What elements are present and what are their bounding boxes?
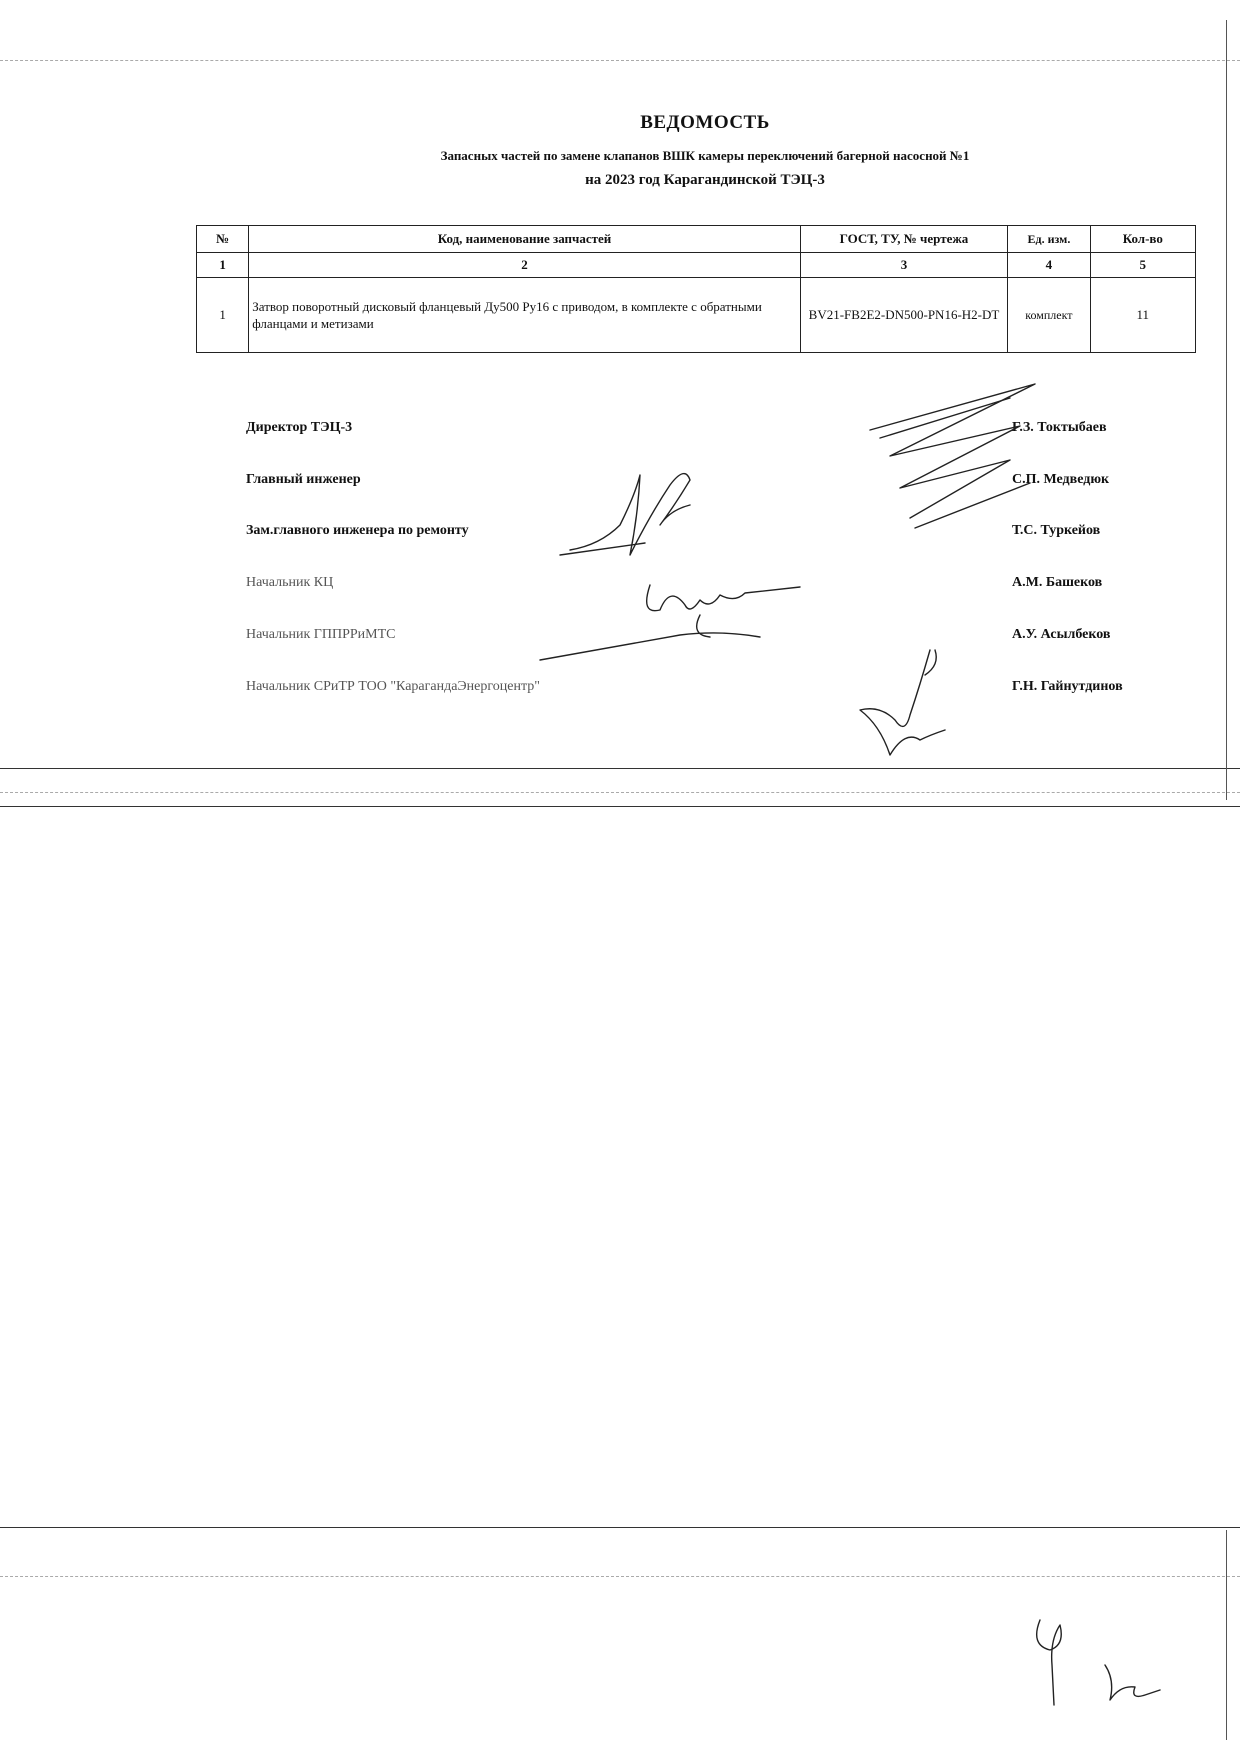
handwritten-signature-director <box>860 378 1050 558</box>
parts-table <box>196 225 1196 353</box>
handwritten-signature-kc-head <box>540 575 810 665</box>
scan-dotted-line <box>0 1576 1240 1577</box>
column-number: 2 <box>249 253 800 278</box>
signer-position: Начальник СРиТР ТОО "КарагандаЭнергоцентр" <box>246 679 540 694</box>
column-number: 3 <box>800 253 1008 278</box>
signer-name: Г.Н. Гайнутдинов <box>1012 679 1123 694</box>
column-number: 1 <box>197 253 249 278</box>
signer-name: С.П. Медведюк <box>1012 472 1110 487</box>
signer-position: Начальник ГППРРиМТС <box>246 627 396 642</box>
scan-dotted-line <box>0 792 1240 793</box>
column-header-name: Код, наименование запчастей <box>249 226 800 253</box>
table-row <box>197 278 1196 353</box>
row-gost: BV21-FB2E2-DN500-PN16-H2-DT <box>800 278 1008 353</box>
column-number: 5 <box>1090 253 1195 278</box>
column-number-row <box>197 253 1196 278</box>
column-header-qty: Кол-во <box>1090 226 1195 253</box>
signer-position: Директор ТЭЦ-3 <box>246 420 353 435</box>
signer-name: А.М. Башеков <box>1012 575 1103 590</box>
page-divider <box>0 806 1240 807</box>
signature-row <box>246 679 1156 703</box>
page-divider <box>0 1527 1240 1528</box>
page-edge <box>1226 1530 1227 1740</box>
row-part-name: Затвор поворотный дисковый фланцевый Ду500 Ру16 с приводом, в комплекте с обратными фланцами и метизами <box>249 278 800 353</box>
row-num: 1 <box>197 278 249 353</box>
row-unit: комплект <box>1008 278 1090 353</box>
page-subtitle: Запасных частей по замене клапанов ВШК камеры переключений багерной насосной №1 <box>440 148 970 163</box>
signer-name: Г.З. Токтыбаев <box>1012 420 1107 435</box>
signer-name: А.У. Асылбеков <box>1012 627 1111 642</box>
signer-position: Начальник КЦ <box>246 575 334 590</box>
scan-dotted-line <box>0 60 1240 61</box>
column-header-num: № <box>197 226 249 253</box>
row-qty: 11 <box>1090 278 1195 353</box>
signer-position: Зам.главного инженера по ремонту <box>246 523 469 538</box>
column-header-unit: Ед. изм. <box>1008 226 1090 253</box>
handwritten-signature-chief-engineer <box>560 455 730 575</box>
handwritten-initials <box>1020 1605 1170 1715</box>
table-header-row <box>197 226 1196 253</box>
handwritten-signature-srtr-head <box>850 645 960 765</box>
page-title: ВЕДОМОСТЬ <box>640 112 770 133</box>
signer-position: Главный инженер <box>246 472 361 487</box>
signer-name: Т.С. Туркейов <box>1012 523 1101 538</box>
page-subtitle-year: на 2023 год Карагандинской ТЭЦ-3 <box>585 172 825 188</box>
column-number: 4 <box>1008 253 1090 278</box>
page-edge <box>1226 20 1227 800</box>
page-divider <box>0 768 1240 769</box>
column-header-gost: ГОСТ, ТУ, № чертежа <box>800 226 1008 253</box>
